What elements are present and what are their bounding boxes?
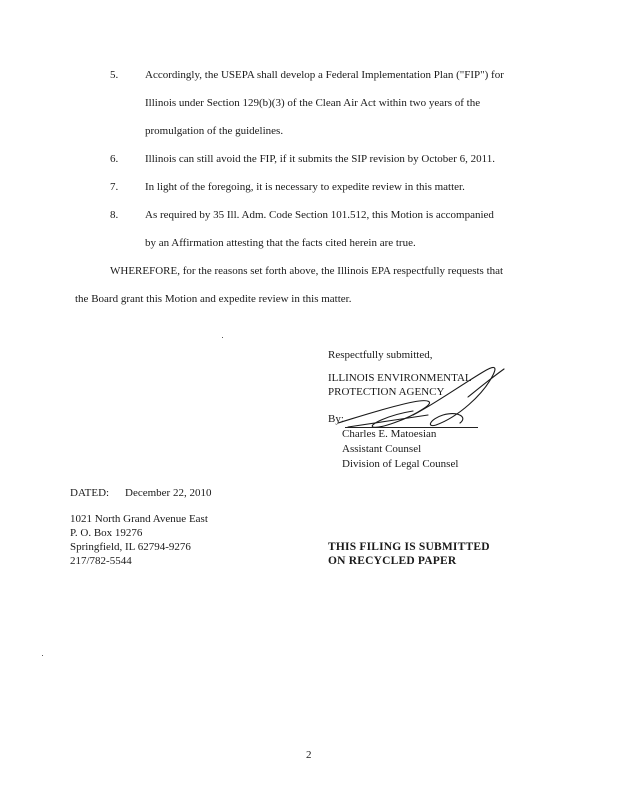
paragraph-7-line-1: In light of the foregoing, it is necessary to expedite review in this matter.: [145, 181, 465, 193]
handwritten-signature: [318, 357, 518, 437]
paragraph-8-line-2: by an Affirmation attesting that the facts cited herein are true.: [145, 237, 416, 249]
agency-line-2: PROTECTION AGENCY: [328, 386, 445, 398]
dated-label: DATED:: [70, 487, 110, 499]
by-label: By:: [328, 413, 344, 425]
wherefore-line-1: WHEREFORE, for the reasons set forth above, the Illinois EPA respectfully requests that: [110, 265, 504, 277]
address-line-4: 217/782-5544: [70, 555, 132, 567]
closing-text: Respectfully submitted,: [328, 349, 433, 361]
page-number: 2: [306, 749, 312, 761]
address-line-2: P. O. Box 19276: [70, 527, 143, 539]
paragraph-8-line-1: As required by 35 Ill. Adm. Code Section 101.512, this Motion is accompanied: [145, 209, 494, 221]
paragraph-7-number: 7.: [110, 181, 119, 193]
paragraph-5-line-2: Illinois under Section 129(b)(3) of the Clean Air Act within two years of the: [145, 97, 481, 109]
counsel-title: Assistant Counsel: [342, 443, 422, 455]
recycled-notice-line-2: ON RECYCLED PAPER: [328, 555, 457, 567]
address-line-3: Springfield, IL 62794-9276: [70, 541, 191, 553]
address-line-1: 1021 North Grand Avenue East: [70, 513, 208, 525]
paragraph-6-line-1: Illinois can still avoid the FIP, if it submits the SIP revision by October 6, 2011.: [145, 153, 495, 165]
scan-speck: [222, 337, 223, 338]
paragraph-8-number: 8.: [110, 209, 119, 221]
wherefore-line-2: the Board grant this Motion and expedite review in this matter.: [75, 293, 352, 305]
scan-speck: [42, 655, 43, 656]
recycled-notice-line-1: THIS FILING IS SUBMITTED: [328, 541, 490, 553]
counsel-division: Division of Legal Counsel: [342, 458, 459, 470]
paragraph-6-number: 6.: [110, 153, 119, 165]
paragraph-5-line-1: Accordingly, the USEPA shall develop a Federal Implementation Plan ("FIP") for: [145, 69, 504, 81]
paragraph-5-line-3: promulgation of the guidelines.: [145, 125, 284, 137]
dated-value: December 22, 2010: [125, 487, 212, 499]
agency-line-1: ILLINOIS ENVIRONMENTAL: [328, 372, 472, 384]
counsel-name: Charles E. Matoesian: [342, 428, 437, 440]
paragraph-5-number: 5.: [110, 69, 119, 81]
